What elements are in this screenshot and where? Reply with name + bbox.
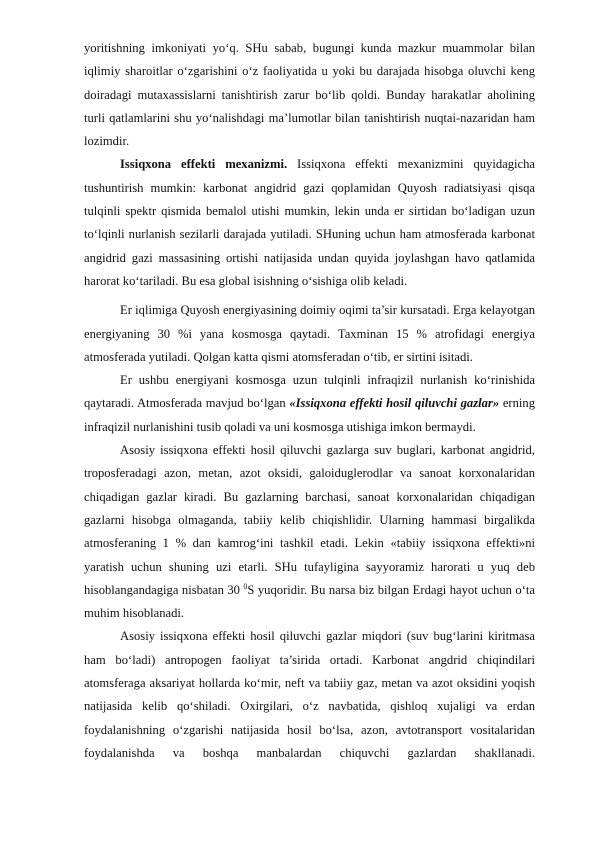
document-page: [84, 37, 535, 765]
degree-superscript: 0: [243, 581, 248, 591]
paragraph-main-gases-before: Asosiy issiqxona effekti hosil qiluvchi gazlarga suv buglari, karbonat angidrid, troposferadagi azon, metan, azot oksidi, galoiduglerodlar va sanoat korxonalaridan chiqadigan gazlar kiradi. Bu gazlarning barchasi, sanoat korxonalaridan chiqadigan gazlarni hisobga olmaganda, tabiiy kelib chiqishlidir. Ularning hammasi birgalikda atmosferaning 1 % dan kamrog‘ini tashkil etadi. Lekin «tabiiy issiqxona effekti»ni yaratish uchun shuning uzi etarli. SHu tufayligina sayyoramiz harorati u yuq deb hisoblangandagiga nisbatan 30: [84, 443, 535, 597]
paragraph-infrared-after: erning infraqizil nurlanishini tusib qoladi va uni kosmosga utishiga imkon bermaydi.: [84, 396, 535, 434]
section-heading: Issiqxona effekti mexanizmi.: [120, 157, 288, 172]
paragraph-infrared: [84, 369, 535, 439]
paragraph-mechanism-text: Issiqxona effekti mexanizmini quyidagicha tushuntirish mumkin: karbonat angidrid gazi qoplamidan Quyosh radiatsiyasi qisqa tulqinli spektr qismida bemalol utishi mumkin, lekin unda er sirtidan bo‘ladigan uzun to‘lqinli nurlanish sezilarli darajada yutiladi. SHuning uchun ham atmosferada karbonat angidrid gazi massasining ortishi natijasida undan quyida joylashgan havo qatlamida harorat ko‘tariladi. Bu esa global isishning o‘sishiga olib keladi.: [84, 157, 535, 288]
paragraph-infrared-before: Er ushbu energiyani kosmosga uzun tulqinli infraqizil nurlanish ko‘rinishida qaytaradi. Atmosferada mavjud bo‘lgan: [84, 373, 535, 411]
paragraph-mechanism: [84, 153, 535, 293]
paragraph-anthropogen: Asosiy issiqxona effekti hosil qiluvchi gazlar miqdori (suv bug‘larini kiritmasa ham bo‘ladi) antropogen faoliyat ta’sirida ortadi. Karbonat angdrid chiqindilari atomsferaga aksariyat hollarda ko‘mir, neft va tabiiy gaz, metan va azot oksidini yoqish natijasida kelib qo‘shiladi. Oxirgilari, o‘z navbatida, qishloq xujaligi va erdan foydalanishning o‘zgarishi natijasida hosil bo‘lsa, azon, avtotransport vositalaridan foydalanishda va boshqa manbalardan chiquvchi gazlardan shakllanadi.: [84, 629, 535, 760]
paragraph-solar-energy: Er iqlimiga Quyosh energiyasining doimiy oqimi ta’sir kursatadi. Erga kelayotgan energiyaning 30 %i yana kosmosga qaytadi. Taxminan 15 % atrofidagi energiya atmosferada yutiladi. Qolgan katta qismi atomsferadan o‘tib, er sirtini isitadi.: [84, 303, 535, 364]
paragraph-main-gases-after: S yuqoridir. Bu narsa biz bilgan Erdagi hayot uchun o‘ta muhim hisoblanadi.: [84, 582, 536, 621]
paragraph-intro: yoritishning imkoniyati yo‘q. SHu sabab, bugungi kunda mazkur muammolar bilan iqlimiy sharoitlar o‘zgarishini o‘z faoliyatida u yoki bu darajada hisobga oluvchi keng doiradagi mutaxassislarni tanishtirish zarur bo‘lib qoldi. Bunday harakatlar aholining turli qatlamlarini shu yo‘nalishdagi ma’lumotlar bilan tanishtirish nuqtai-nazaridan ham lozimdir.: [84, 41, 535, 149]
paragraph-main-gases: [84, 439, 535, 625]
greenhouse-gases-term: «Issiqxona effekti hosil qiluvchi gazlar»: [289, 396, 500, 411]
